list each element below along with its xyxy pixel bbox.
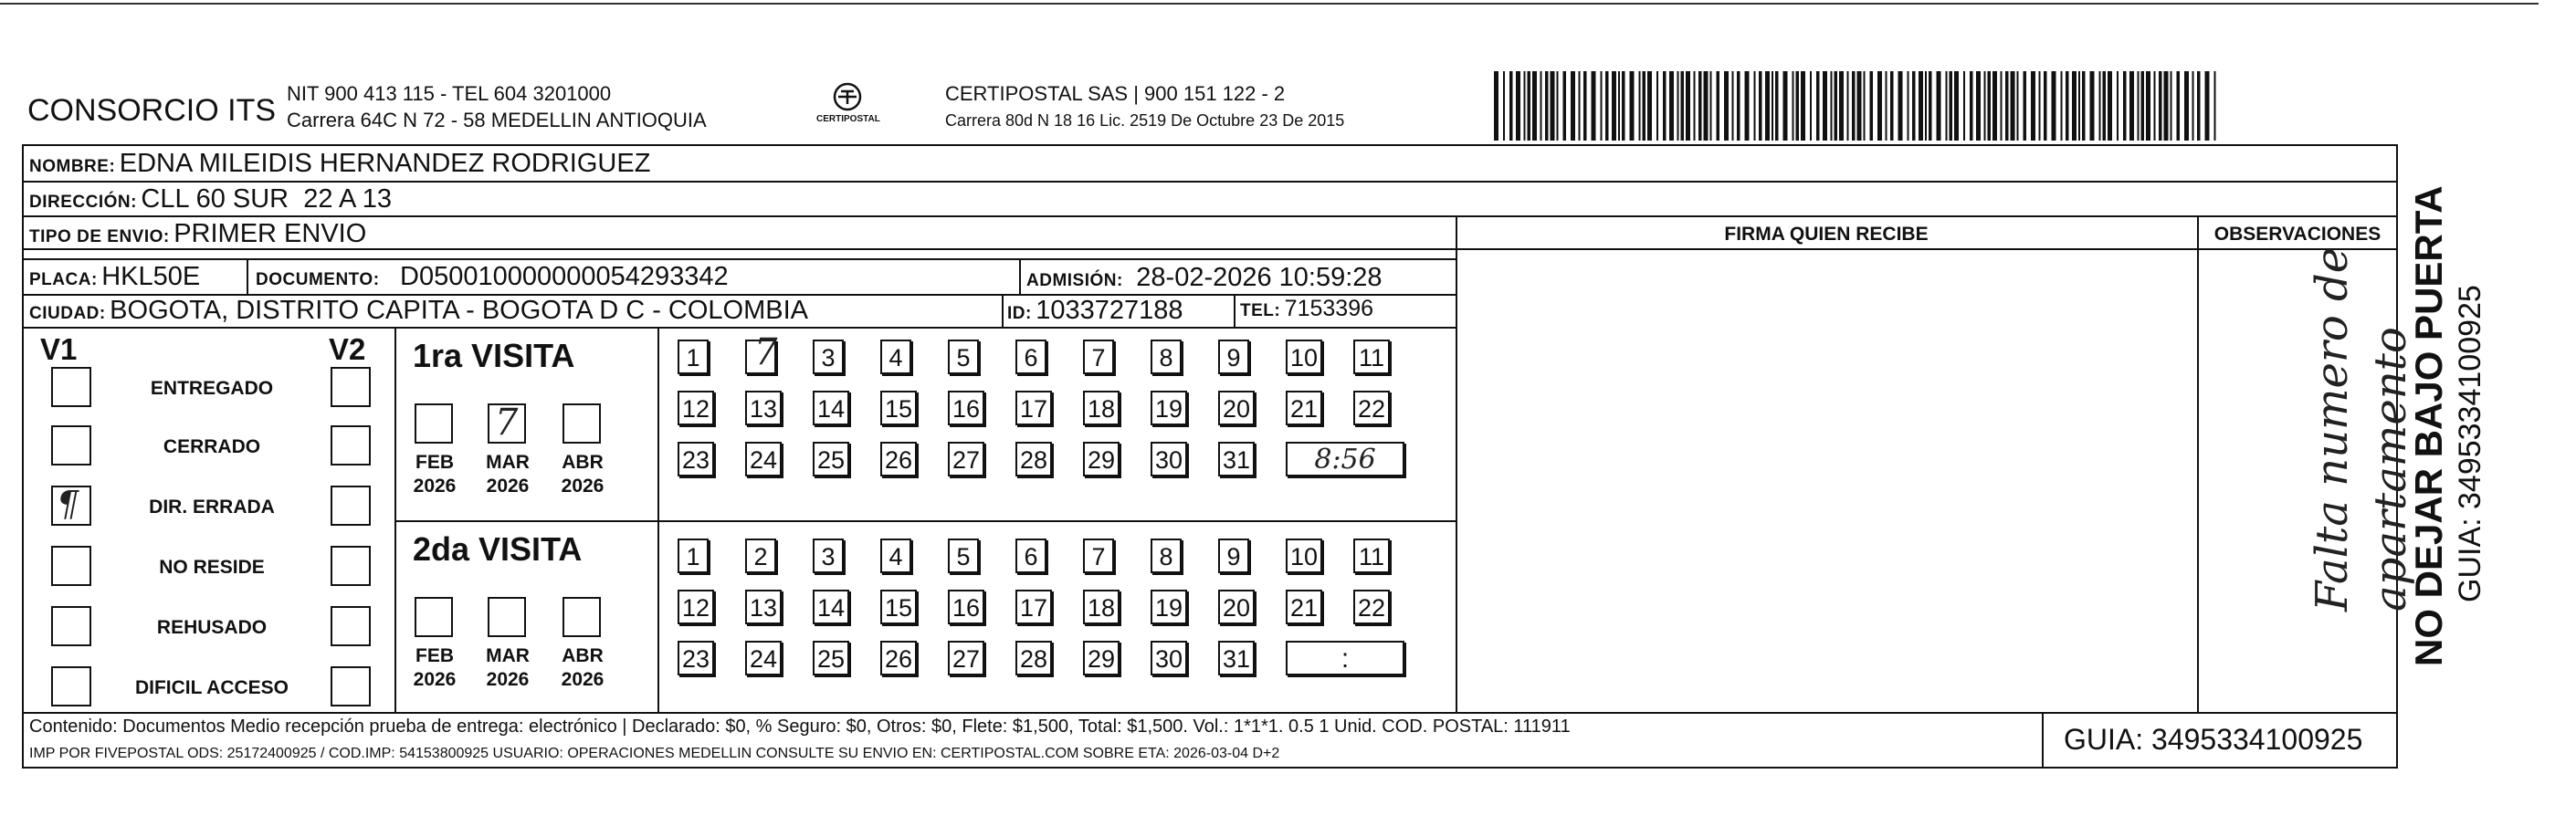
day-box[interactable]: 19	[1151, 391, 1187, 425]
barcode-bar	[2146, 71, 2150, 141]
day-box[interactable]: 15	[880, 391, 917, 425]
barcode-bar	[1545, 71, 1549, 141]
barcode-bar	[1754, 71, 1756, 141]
day-box[interactable]: 17	[1015, 590, 1052, 624]
month-name: MAR	[486, 645, 530, 666]
day-box[interactable]: 20	[1218, 391, 1255, 425]
month-name: ABR	[562, 452, 604, 473]
barcode-bar	[1793, 71, 1794, 141]
barcode-bar	[1563, 71, 1567, 141]
barcode-bar	[1775, 71, 1779, 141]
day-box[interactable]: 31	[1218, 641, 1255, 675]
month-year: 2026	[486, 476, 530, 497]
day-box[interactable]: 20	[1218, 590, 1255, 624]
type-label: TIPO DE ENVIO:	[29, 227, 170, 246]
day-box[interactable]: 16	[948, 590, 984, 624]
v1-checkbox[interactable]	[51, 425, 91, 466]
day-box[interactable]: 22	[1353, 391, 1390, 425]
barcode-bar	[1765, 71, 1770, 141]
barcode-bar	[1898, 71, 1903, 141]
day-box[interactable]: 13	[745, 391, 782, 425]
month-year: 2026	[561, 476, 605, 497]
month-checkbox[interactable]	[563, 597, 601, 637]
barcode-bar	[1823, 71, 1827, 141]
day-box[interactable]: 9	[1218, 539, 1249, 573]
month-checkbox[interactable]	[563, 403, 601, 444]
v2-checkbox[interactable]	[331, 367, 371, 407]
id-value: 1033727188	[1036, 296, 1183, 325]
barcode-bar	[1857, 71, 1862, 141]
barcode-bar	[1710, 71, 1712, 141]
barcode-bar	[1908, 71, 1909, 141]
barcode-bar	[2141, 71, 2145, 141]
content-line: Contenido: Documentos Medio recepción prueba de entrega: electrónico | Declarado: $0, % Seguro: $0, Otros: $0, Flete: $1,500, Total: $1,500. Vol.: 1*1*1. 0.5 1 Unid. COD. POSTAL: 111911	[29, 717, 1571, 737]
barcode-bar	[2011, 71, 2015, 141]
certipostal-logo	[811, 80, 884, 137]
time-value: :	[1341, 643, 1350, 674]
day-box[interactable]: 28	[1015, 442, 1052, 476]
barcode-bar	[1618, 71, 1620, 141]
barcode-bar	[1630, 71, 1635, 141]
barcode-bar	[1801, 71, 1805, 141]
barcode-bar	[1984, 71, 1986, 141]
document-field	[256, 264, 729, 290]
barcode-bar	[1717, 71, 1720, 141]
v1-checkbox[interactable]	[51, 666, 91, 706]
barcode-bar	[2090, 71, 2095, 141]
day-box[interactable]: 4	[880, 539, 911, 573]
barcode-bar	[1686, 71, 1690, 141]
barcode-bar	[1937, 71, 1941, 141]
barcode-bar	[2061, 71, 2063, 141]
day-box[interactable]: 9	[1218, 340, 1249, 374]
address-label: DIRECCIÓN:	[29, 193, 137, 212]
barcode-bar	[1925, 71, 1927, 141]
barcode-bar	[2108, 71, 2112, 141]
month-mark: 7	[495, 402, 519, 444]
no-dejar-bajo-puerta: NO DEJAR BAJO PUERTA	[2407, 185, 2450, 666]
barcode-bar	[1656, 71, 1658, 141]
barcode-bar	[1639, 71, 1641, 141]
day-box[interactable]: 29	[1083, 641, 1120, 675]
month-label	[480, 644, 535, 693]
barcode-bar	[1528, 71, 1531, 141]
city-field	[29, 298, 808, 324]
barcode-bar	[1704, 71, 1709, 141]
v2-checkbox[interactable]	[331, 425, 371, 466]
logo-text: CERTIPOSTAL	[816, 114, 880, 124]
day-box[interactable]: 13	[745, 590, 782, 624]
barcode-bar	[2192, 71, 2194, 141]
observation-line2: apartamento	[2365, 327, 2416, 612]
barcode-bar	[1732, 71, 1734, 141]
barcode-bar	[1745, 71, 1750, 141]
plate-value: HKL50E	[101, 262, 201, 291]
barcode-bar	[1839, 71, 1844, 141]
barcode-bar	[2205, 71, 2210, 141]
month-year: 2026	[413, 476, 457, 497]
day-box[interactable]: 30	[1151, 442, 1187, 476]
day-box[interactable]	[745, 331, 778, 374]
guia-box: GUIA: 3495334100925	[2064, 723, 2363, 756]
status-label: NO RESIDE	[159, 557, 265, 578]
day-box[interactable]: 28	[1015, 641, 1052, 675]
barcode-bar	[1912, 71, 1916, 141]
imp-line: IMP POR FIVEPOSTAL ODS: 25172400925 / COD.IMP: 54153800925 USUARIO: OPERACIONES MEDELLIN CONSULTE SU ENVIO EN: CERTIPOSTAL.COM SOBRE ETA: 2026-03-04 D+2	[29, 746, 1280, 761]
plate-label: PLACA:	[29, 270, 98, 289]
barcode-bar	[1796, 71, 1800, 141]
barcode-bar	[2001, 71, 2003, 141]
day-box[interactable]: 3	[813, 340, 844, 374]
barcode-bar	[1592, 71, 1596, 141]
barcode-bar	[2005, 71, 2009, 141]
day-box[interactable]: 6	[1015, 340, 1046, 374]
tel-field	[1240, 298, 1373, 320]
day-box[interactable]: 10	[1286, 539, 1322, 573]
status-label: DIR. ERRADA	[149, 497, 275, 518]
barcode-bar	[1886, 71, 1887, 141]
day-box[interactable]: 21	[1286, 590, 1322, 624]
day-box[interactable]: 21	[1286, 391, 1322, 425]
day-box[interactable]: 23	[678, 442, 714, 476]
status-label: REHUSADO	[156, 617, 268, 638]
barcode-bar	[1783, 71, 1788, 141]
barcode-bar	[1601, 71, 1603, 141]
day-box[interactable]: 25	[813, 442, 849, 476]
barcode-bar	[1532, 71, 1537, 141]
day-box[interactable]: 14	[813, 590, 849, 624]
day-box[interactable]: 18	[1083, 590, 1120, 624]
month-checkbox[interactable]	[488, 597, 526, 637]
company-address: Carrera 64C N 72 - 58 MEDELLIN ANTIOQUIA	[287, 109, 707, 131]
month-year: 2026	[413, 669, 457, 691]
barcode-bar	[1852, 71, 1856, 141]
barcode-bar	[1864, 71, 1866, 141]
day-box[interactable]: 15	[880, 590, 917, 624]
month-year: 2026	[486, 669, 530, 691]
visit1-title: 1ra VISITA	[413, 337, 575, 374]
day-box[interactable]: 6	[1015, 539, 1046, 573]
month-name: FEB	[415, 452, 454, 473]
day-box[interactable]: 14	[813, 391, 849, 425]
barcode-bar	[2017, 71, 2019, 141]
month-checkbox[interactable]	[415, 597, 453, 637]
barcode-bar	[1946, 71, 1948, 141]
day-box[interactable]: 24	[745, 442, 782, 476]
month-name: ABR	[562, 645, 604, 666]
name-field	[29, 151, 650, 177]
company-name: CONSORCIO ITS	[27, 93, 277, 128]
barcode-bar	[1494, 71, 1498, 141]
status-label: CERRADO	[163, 436, 261, 457]
day-box[interactable]: 5	[948, 539, 979, 573]
barcode-bar	[1877, 71, 1882, 141]
barcode-bar	[1772, 71, 1773, 141]
barcode-bar	[2123, 71, 2127, 141]
day-box[interactable]: 12	[678, 391, 714, 425]
day-box[interactable]: 27	[948, 641, 984, 675]
barcode-bar	[2164, 71, 2169, 141]
barcode-bar	[2066, 71, 2069, 141]
month-label	[555, 644, 610, 693]
day-box[interactable]: 31	[1218, 442, 1255, 476]
day-box[interactable]: 4	[880, 340, 911, 374]
day-box[interactable]: 25	[813, 641, 849, 675]
barcode-bar	[1831, 71, 1833, 141]
day-mark: 7	[754, 331, 778, 373]
day-box[interactable]: 26	[880, 641, 917, 675]
barcode-bar	[1816, 71, 1820, 141]
barcode-bar	[2197, 71, 2201, 141]
name-label: NOMBRE:	[29, 157, 116, 176]
barcode-bar	[2103, 71, 2107, 141]
barcode-bar	[2171, 71, 2172, 141]
observations-header: OBSERVACIONES	[2213, 224, 2381, 245]
id-field	[1007, 298, 1183, 324]
barcode-bar	[1622, 71, 1625, 141]
status-label: ENTREGADO	[150, 378, 274, 399]
barcode-bar	[2024, 71, 2027, 141]
v1-mark: ¶	[57, 484, 79, 524]
plate-field	[29, 264, 200, 290]
barcode-bar	[1954, 71, 1959, 141]
barcode-bar	[1540, 71, 1542, 141]
month-name: MAR	[486, 452, 530, 473]
barcode-bar	[2184, 71, 2189, 141]
day-box[interactable]: 7	[1083, 539, 1114, 573]
barcode-bar	[1583, 71, 1587, 141]
status-label: DIFICIL ACCESO	[134, 677, 289, 698]
barcode-bar	[1647, 71, 1652, 141]
month-label	[407, 451, 462, 499]
v2-checkbox[interactable]	[331, 666, 371, 706]
time-box[interactable]	[1286, 442, 1404, 476]
barcode-bar	[2159, 71, 2162, 141]
day-box[interactable]: 19	[1151, 590, 1187, 624]
type-field	[29, 221, 366, 247]
barcode-bar	[1524, 71, 1526, 141]
day-box[interactable]: 11	[1353, 340, 1390, 374]
tel-value: 7153396	[1284, 296, 1373, 321]
month-name: FEB	[415, 645, 454, 666]
barcode-bar	[2078, 71, 2080, 141]
barcode-bar	[1551, 71, 1555, 141]
barcode-bar	[2052, 71, 2056, 141]
v1-checkbox[interactable]	[51, 486, 91, 526]
day-box[interactable]: 23	[678, 641, 714, 675]
v2-checkbox[interactable]	[331, 486, 371, 526]
document-label: DOCUMENTO:	[256, 270, 380, 289]
day-box[interactable]: 2	[745, 539, 776, 573]
month-label	[407, 644, 462, 693]
barcode-bar	[1503, 71, 1505, 141]
v2-checkbox[interactable]	[331, 606, 371, 646]
month-checkbox[interactable]	[415, 403, 453, 444]
v2-label: V2	[329, 332, 366, 366]
v1-checkbox[interactable]	[51, 546, 91, 586]
barcode-bar	[1976, 71, 1981, 141]
day-box[interactable]: 1	[678, 340, 709, 374]
v1-checkbox[interactable]	[51, 367, 91, 407]
day-box[interactable]: 8	[1151, 340, 1182, 374]
barcode-bar	[1992, 71, 1997, 141]
side-guia: GUIA: 3495334100925	[2453, 285, 2487, 602]
barcode-bar	[1950, 71, 1953, 141]
tel-label: TEL:	[1240, 301, 1281, 320]
barcode-bar	[2129, 71, 2134, 141]
barcode-bar	[2214, 71, 2216, 141]
barcode-bar	[1970, 71, 1973, 141]
day-box[interactable]: 10	[1286, 340, 1322, 374]
barcode-bar	[1847, 71, 1849, 141]
month-checkbox[interactable]	[488, 403, 526, 444]
address-value: CLL 60 SUR 22 A 13	[141, 184, 393, 214]
barcode	[1494, 71, 2224, 141]
day-box[interactable]: 11	[1353, 539, 1390, 573]
city-value: BOGOTA, DISTRITO CAPITA - BOGOTA D C - COLOMBIA	[110, 296, 809, 325]
barcode-bar	[1724, 71, 1729, 141]
barcode-bar	[1681, 71, 1685, 141]
barcode-bar	[1571, 71, 1575, 141]
day-box[interactable]: 8	[1151, 539, 1182, 573]
barcode-bar	[1759, 71, 1762, 141]
day-box[interactable]: 1	[678, 539, 709, 573]
day-box[interactable]: 22	[1353, 590, 1390, 624]
barcode-bar	[2039, 71, 2041, 141]
v2-checkbox[interactable]	[331, 546, 371, 586]
day-box[interactable]: 18	[1083, 391, 1120, 425]
barcode-bar	[1988, 71, 1992, 141]
day-box[interactable]: 26	[880, 442, 917, 476]
company-nit: NIT 900 413 115 - TEL 604 3201000	[287, 82, 612, 105]
day-box[interactable]: 16	[948, 391, 984, 425]
day-box[interactable]: 30	[1151, 641, 1187, 675]
day-box[interactable]: 12	[678, 590, 714, 624]
barcode-bar	[2138, 71, 2140, 141]
barcode-bar	[1612, 71, 1616, 141]
v1-checkbox[interactable]	[51, 606, 91, 646]
barcode-bar	[1737, 71, 1740, 141]
barcode-bar	[1919, 71, 1923, 141]
day-box[interactable]: 29	[1083, 442, 1120, 476]
barcode-bar	[1677, 71, 1679, 141]
month-label	[480, 451, 535, 499]
barcode-bar	[2031, 71, 2035, 141]
admission-value: 28-02-2026 10:59:28	[1136, 263, 1383, 292]
side-text	[2394, 173, 2576, 685]
barcode-bar	[1579, 71, 1581, 141]
scan-edge	[0, 3, 2539, 5]
barcode-bar	[2117, 71, 2119, 141]
barcode-bar	[2099, 71, 2101, 141]
visit2-title: 2da VISITA	[413, 530, 583, 568]
day-box[interactable]: 7	[1083, 340, 1114, 374]
barcode-bar	[1810, 71, 1812, 141]
carrier-name: CERTIPOSTAL SAS | 900 151 122 - 2	[945, 82, 1286, 105]
barcode-bar	[1698, 71, 1702, 141]
day-box[interactable]: 17	[1015, 391, 1052, 425]
barcode-bar	[2082, 71, 2086, 141]
month-label	[555, 451, 610, 499]
type-value: PRIMER ENVIO	[173, 219, 367, 248]
barcode-bar	[1516, 71, 1520, 141]
barcode-bar	[2044, 71, 2047, 141]
day-box[interactable]: 5	[948, 340, 979, 374]
barcode-bar	[1557, 71, 1559, 141]
month-year: 2026	[561, 669, 605, 691]
signature-header: FIRMA QUIEN RECIBE	[1724, 224, 1929, 245]
day-box[interactable]: 27	[948, 442, 984, 476]
barcode-bar	[1643, 71, 1646, 141]
barcode-bar	[1890, 71, 1894, 141]
barcode-bar	[1835, 71, 1838, 141]
barcode-bar	[1694, 71, 1696, 141]
address-field	[29, 186, 392, 213]
barcode-bar	[1963, 71, 1965, 141]
id-label: ID:	[1007, 304, 1032, 323]
barcode-bar	[1663, 71, 1667, 141]
time-value: 8:56	[1314, 444, 1376, 476]
barcode-bar	[1509, 71, 1513, 141]
barcode-bar	[1605, 71, 1609, 141]
day-box[interactable]: 24	[745, 641, 782, 675]
barcode-bar	[2072, 71, 2077, 141]
barcode-bar	[1929, 71, 1932, 141]
time-box[interactable]	[1286, 641, 1404, 675]
name-value: EDNA MILEIDIS HERNANDEZ RODRIGUEZ	[119, 149, 651, 178]
city-label: CIUDAD:	[29, 304, 106, 323]
v1-label: V1	[40, 332, 78, 366]
carrier-address: Carrera 80d N 18 16 Lic. 2519 De Octubre 23 De 2015	[945, 111, 1345, 130]
admission-label: ADMISIÓN:	[1026, 271, 1123, 290]
admission-field	[1026, 265, 1383, 291]
barcode-bar	[2177, 71, 2181, 141]
barcode-bar	[2154, 71, 2156, 141]
barcode-bar	[1669, 71, 1674, 141]
day-box[interactable]: 3	[813, 539, 844, 573]
observation-line1: Falta numero de	[2307, 246, 2358, 612]
barcode-bar	[1870, 71, 1874, 141]
document-value: D050010000000054293342	[400, 262, 729, 291]
